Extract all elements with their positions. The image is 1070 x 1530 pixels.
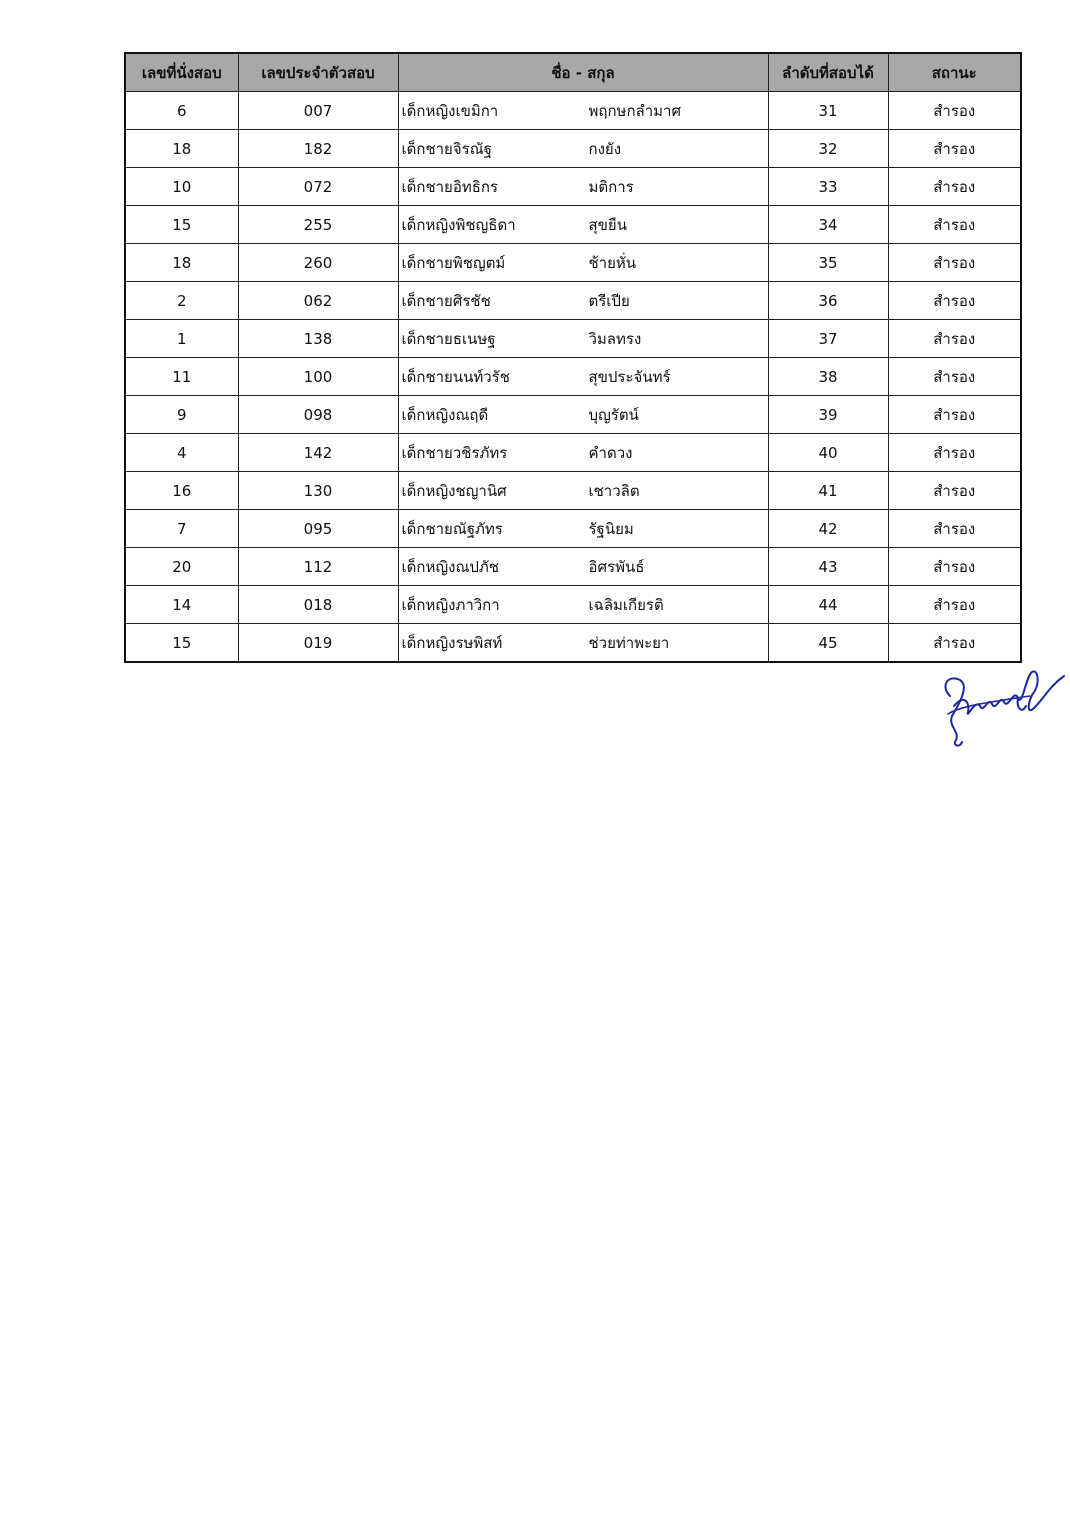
rank-cell: 35 <box>768 244 888 282</box>
first-name: เด็กชายวชิรภัทร <box>401 443 508 462</box>
first-name: เด็กชายพิชญตม์ <box>401 253 506 272</box>
last-name: วิมลทรง <box>588 329 642 348</box>
last-name: ช่วยท่าพะยา <box>588 633 670 652</box>
rank-cell: 39 <box>768 396 888 434</box>
name-cell <box>398 396 768 434</box>
name-cell <box>398 548 768 586</box>
handwritten-signature <box>930 636 1070 756</box>
first-name: เด็กหญิงพิชญธิดา <box>401 215 516 234</box>
rank-cell: 36 <box>768 282 888 320</box>
name-cell <box>398 130 768 168</box>
rank-cell: 32 <box>768 130 888 168</box>
seat-number-cell: 15 <box>125 624 238 663</box>
first-name: เด็กชายนนท์วรัช <box>401 367 510 386</box>
table-row <box>125 130 1021 168</box>
exam-id-cell: 112 <box>238 548 398 586</box>
table-row <box>125 548 1021 586</box>
status-cell: สำรอง <box>888 320 1021 358</box>
last-name: อิศรพันธ์ <box>588 557 645 576</box>
first-name: เด็กชายศิรชัช <box>401 291 491 310</box>
first-name: เด็กหญิงรษพิสท์ <box>401 633 503 652</box>
first-name: เด็กชายจิรณัฐ <box>401 139 492 158</box>
first-name: เด็กชายณัฐภัทร <box>401 519 503 538</box>
exam-id-cell: 098 <box>238 396 398 434</box>
header-exam-id: เลขประจำตัวสอบ <box>238 53 398 92</box>
last-name: มติการ <box>588 177 634 196</box>
exam-id-cell: 062 <box>238 282 398 320</box>
name-cell <box>398 244 768 282</box>
table-row <box>125 434 1021 472</box>
rank-cell: 34 <box>768 206 888 244</box>
rank-cell: 42 <box>768 510 888 548</box>
seat-number-cell: 10 <box>125 168 238 206</box>
exam-id-cell: 255 <box>238 206 398 244</box>
rank-cell: 31 <box>768 92 888 130</box>
exam-id-cell: 142 <box>238 434 398 472</box>
status-cell: สำรอง <box>888 92 1021 130</box>
table-row <box>125 358 1021 396</box>
exam-id-cell: 100 <box>238 358 398 396</box>
last-name: รัฐนิยม <box>588 519 634 538</box>
exam-id-cell: 138 <box>238 320 398 358</box>
last-name: พฤกษกลำมาศ <box>588 101 681 120</box>
status-cell: สำรอง <box>888 434 1021 472</box>
seat-number-cell: 11 <box>125 358 238 396</box>
last-name: ช้ายหั่น <box>588 253 637 272</box>
seat-number-cell: 15 <box>125 206 238 244</box>
first-name: เด็กหญิงชญานิศ <box>401 481 507 500</box>
last-name: คำดวง <box>588 443 633 462</box>
header-name: ชื่อ - สกุล <box>398 53 768 92</box>
last-name: บุญรัตน์ <box>588 405 639 424</box>
exam-id-cell: 007 <box>238 92 398 130</box>
seat-number-cell: 20 <box>125 548 238 586</box>
seat-number-cell: 18 <box>125 130 238 168</box>
table-row <box>125 282 1021 320</box>
last-name: ตรีเปีย <box>588 291 630 310</box>
last-name: สุขยืน <box>588 215 627 234</box>
status-cell: สำรอง <box>888 130 1021 168</box>
table-row <box>125 510 1021 548</box>
table-header-row <box>125 53 1021 92</box>
exam-id-cell: 072 <box>238 168 398 206</box>
last-name: กงยัง <box>588 139 622 158</box>
seat-number-cell: 2 <box>125 282 238 320</box>
name-cell <box>398 472 768 510</box>
first-name: เด็กหญิงณปภัช <box>401 557 499 576</box>
seat-number-cell: 9 <box>125 396 238 434</box>
seat-number-cell: 4 <box>125 434 238 472</box>
name-cell <box>398 282 768 320</box>
table-row <box>125 244 1021 282</box>
table-row <box>125 168 1021 206</box>
header-seat: เลขที่นั่งสอบ <box>125 53 238 92</box>
first-name: เด็กหญิงณฤดี <box>401 405 489 424</box>
status-cell: สำรอง <box>888 510 1021 548</box>
name-cell <box>398 358 768 396</box>
name-cell <box>398 510 768 548</box>
exam-id-cell: 130 <box>238 472 398 510</box>
exam-id-cell: 260 <box>238 244 398 282</box>
name-cell <box>398 206 768 244</box>
last-name: เชาวลิต <box>588 481 640 500</box>
name-cell <box>398 320 768 358</box>
table-row <box>125 586 1021 624</box>
status-cell: สำรอง <box>888 396 1021 434</box>
name-cell <box>398 586 768 624</box>
first-name: เด็กชายธเนษฐ <box>401 329 496 348</box>
rank-cell: 33 <box>768 168 888 206</box>
seat-number-cell: 14 <box>125 586 238 624</box>
header-status: สถานะ <box>888 53 1021 92</box>
exam-id-cell: 182 <box>238 130 398 168</box>
rank-cell: 45 <box>768 624 888 663</box>
table-row <box>125 206 1021 244</box>
status-cell: สำรอง <box>888 472 1021 510</box>
seat-number-cell: 7 <box>125 510 238 548</box>
status-cell: สำรอง <box>888 168 1021 206</box>
seat-number-cell: 1 <box>125 320 238 358</box>
status-cell: สำรอง <box>888 358 1021 396</box>
rank-cell: 38 <box>768 358 888 396</box>
table-row <box>125 624 1021 663</box>
name-cell <box>398 624 768 663</box>
exam-id-cell: 018 <box>238 586 398 624</box>
status-cell: สำรอง <box>888 586 1021 624</box>
rank-cell: 43 <box>768 548 888 586</box>
table-row <box>125 396 1021 434</box>
seat-number-cell: 16 <box>125 472 238 510</box>
first-name: เด็กหญิงภาวิกา <box>401 595 500 614</box>
seat-number-cell: 6 <box>125 92 238 130</box>
first-name: เด็กชายอิทธิกร <box>401 177 499 196</box>
first-name: เด็กหญิงเขมิกา <box>401 101 499 120</box>
exam-id-cell: 019 <box>238 624 398 663</box>
name-cell <box>398 434 768 472</box>
last-name: สุขประจันทร์ <box>588 367 671 386</box>
status-cell: สำรอง <box>888 206 1021 244</box>
status-cell: สำรอง <box>888 624 1021 663</box>
rank-cell: 44 <box>768 586 888 624</box>
table-row <box>125 92 1021 130</box>
status-cell: สำรอง <box>888 548 1021 586</box>
status-cell: สำรอง <box>888 244 1021 282</box>
exam-id-cell: 095 <box>238 510 398 548</box>
rank-cell: 37 <box>768 320 888 358</box>
table-row <box>125 472 1021 510</box>
seat-number-cell: 18 <box>125 244 238 282</box>
rank-cell: 41 <box>768 472 888 510</box>
results-table <box>124 52 1022 663</box>
last-name: เฉลิมเกียรติ <box>588 595 664 614</box>
name-cell <box>398 92 768 130</box>
table-row <box>125 320 1021 358</box>
status-cell: สำรอง <box>888 282 1021 320</box>
header-rank: ลำดับที่สอบได้ <box>768 53 888 92</box>
rank-cell: 40 <box>768 434 888 472</box>
name-cell <box>398 168 768 206</box>
